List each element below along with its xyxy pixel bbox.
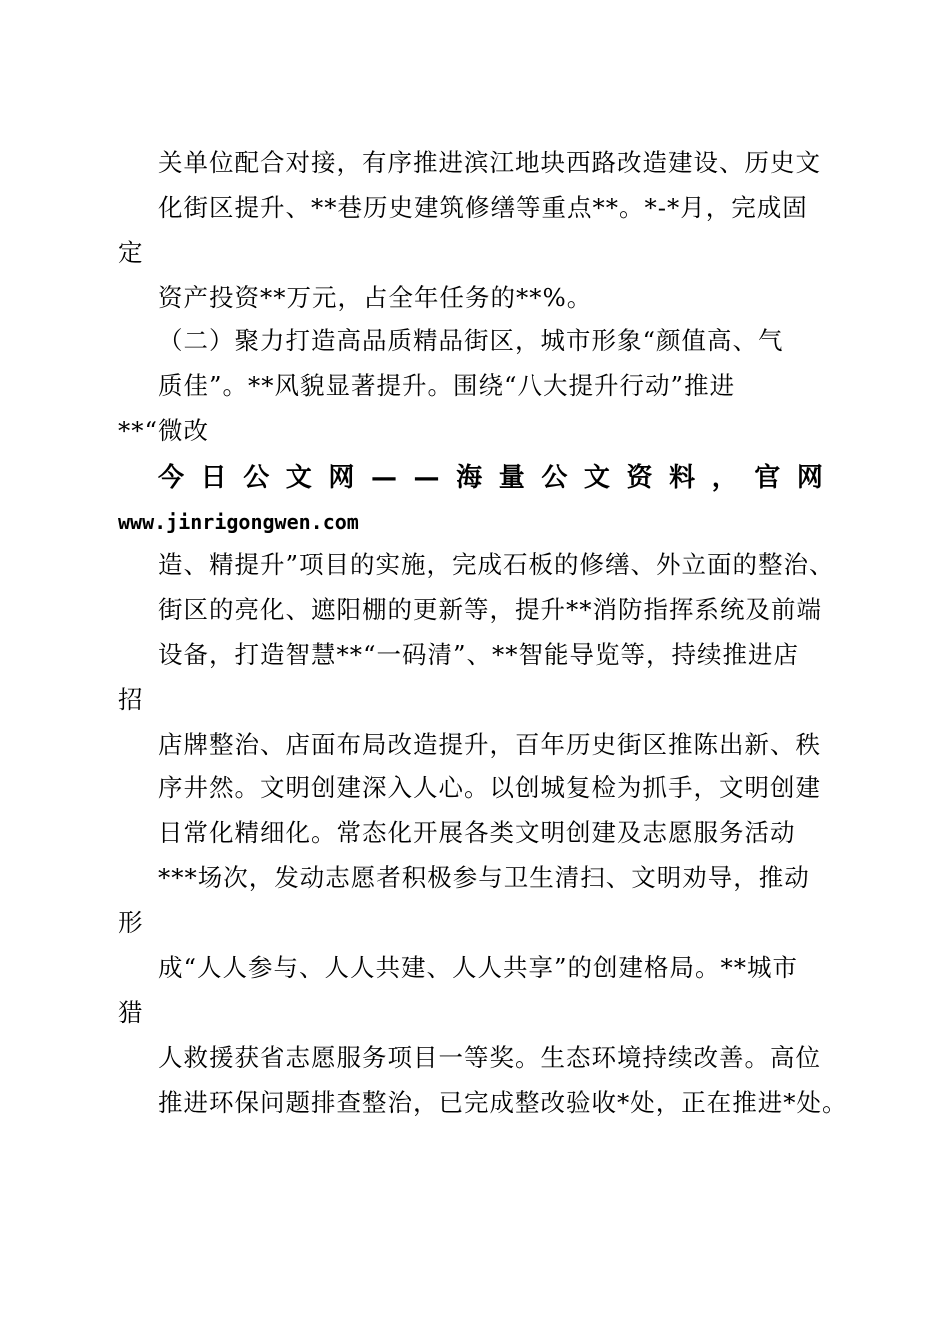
- watermark-char: 料: [669, 463, 696, 493]
- watermark-char: —: [413, 463, 440, 493]
- body-line: 推进环保问题排查整治，已完成整改验收*处，正在推进*处。: [158, 1088, 848, 1117]
- body-line: 造、精提升”项目的实施，完成石板的修缮、外立面的整治、: [158, 550, 835, 579]
- watermark-url: www.jinrigongwen.com: [118, 510, 359, 534]
- watermark-char: 文: [583, 463, 610, 493]
- watermark-char: 网: [328, 463, 355, 493]
- body-line: 设备，打造智慧**“一码清”、**智能导览等，持续推进店: [158, 640, 800, 669]
- body-line: 成“人人参与、人人共建、人人共享”的创建格局。**城市: [158, 953, 799, 982]
- body-line: 街区的亮化、遮阳棚的更新等，提升**消防指挥系统及前端: [158, 595, 822, 624]
- body-line: 形: [118, 908, 144, 937]
- body-line: 招: [118, 685, 144, 714]
- watermark-char: 日: [200, 463, 227, 493]
- watermark-char: 官: [754, 463, 781, 493]
- body-line: **“微改: [118, 416, 210, 445]
- body-line: 质佳”。**风貌显著提升。围绕“八大提升行动”推进: [158, 371, 736, 400]
- watermark-banner: [158, 462, 823, 494]
- watermark-char: 公: [541, 463, 568, 493]
- watermark-char: 网: [796, 463, 823, 493]
- watermark-char: ，: [711, 463, 738, 493]
- body-line: 关单位配合对接，有序推进滨江地块西路改造建设、历史文: [158, 148, 821, 177]
- section-heading-line: （二）聚力打造高品质精品街区，城市形象“颜值高、气: [158, 326, 784, 355]
- watermark-char: 量: [498, 463, 525, 493]
- body-line: 猎: [118, 998, 144, 1027]
- body-line: 定: [118, 238, 144, 267]
- body-line: 化街区提升、**巷历史建筑修缮等重点**。*-*月，完成固: [158, 193, 808, 222]
- body-line: 序井然。文明创建深入人心。以创城复检为抓手，文明创建: [158, 773, 821, 802]
- watermark-char: —: [370, 463, 397, 493]
- watermark-char: 海: [456, 463, 483, 493]
- watermark-char: 公: [243, 463, 270, 493]
- body-line: 店牌整治、店面布局改造提升，百年历史街区推陈出新、秩: [158, 730, 821, 759]
- body-line: 资产投资**万元，占全年任务的**%。: [158, 283, 593, 312]
- watermark-char: 今: [158, 463, 185, 493]
- watermark-char: 文: [285, 463, 312, 493]
- body-line: ***场次，发动志愿者积极参与卫生清扫、文明劝导，推动: [158, 863, 810, 892]
- body-line: 人救援获省志愿服务项目一等奖。生态环境持续改善。高位: [158, 1043, 821, 1072]
- watermark-char: 资: [626, 463, 653, 493]
- body-line: 日常化精细化。常态化开展各类文明创建及志愿服务活动: [158, 818, 796, 847]
